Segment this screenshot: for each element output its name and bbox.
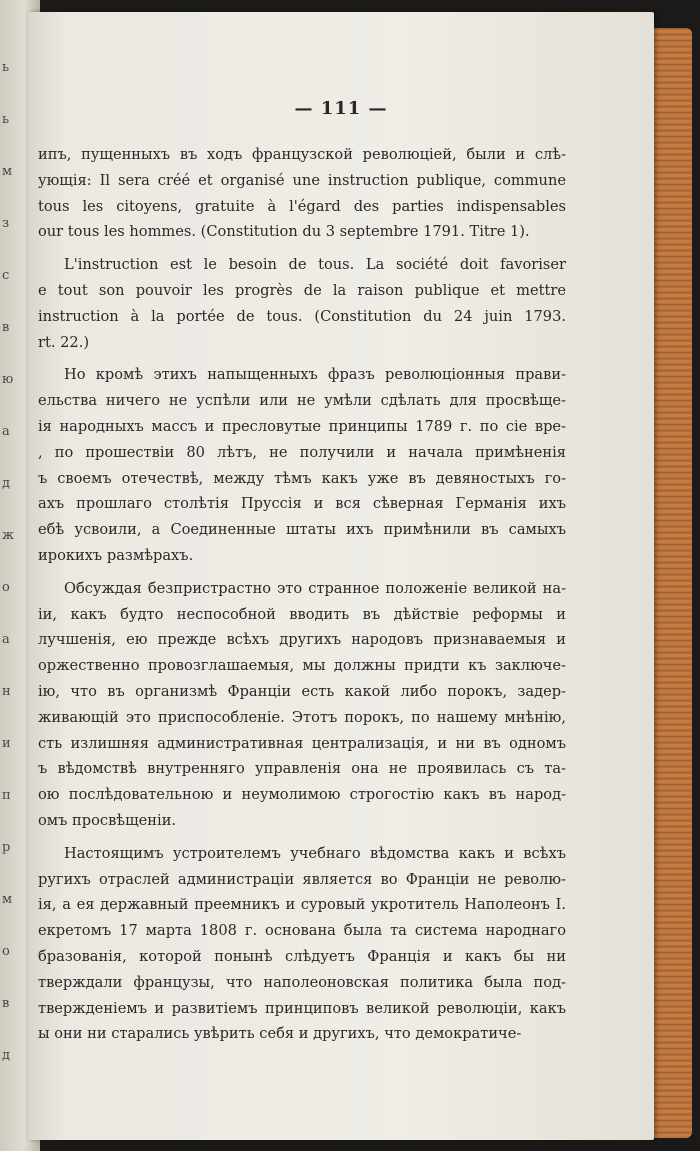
- text-line: ирокихъ размѣрахъ.: [38, 546, 194, 564]
- text-line: ахъ прошлаго столѣтiя Пруссiя и вся сѣверная Германiя ихъ: [38, 495, 566, 513]
- left-page-fragment: п: [2, 788, 11, 803]
- text-line: ъ вѣдомствѣ внутренняго управленiя она не проявилась съ та-: [38, 760, 566, 778]
- text-line: iю, что въ организмѣ Францiи есть какой либо порокъ, задер-: [38, 682, 566, 700]
- left-page-fragment: а: [2, 632, 10, 647]
- book-cover-edge: [648, 28, 692, 1138]
- left-page-fragment: м: [2, 164, 13, 179]
- book-page: [28, 12, 654, 1140]
- paragraph: [38, 841, 566, 1047]
- text-line: Но кромѣ этихъ напыщенныхъ фразъ революцiонныя прави-: [64, 366, 566, 384]
- text-line: бразованiя, которой понынѣ слѣдуетъ Францiя и какъ бы ни: [38, 947, 566, 965]
- text-line: L'instruction est le besoin de tous. La société doit favoriser: [64, 256, 566, 274]
- page-number: — 111 —: [294, 98, 388, 119]
- text-line: омъ просвѣщенiи.: [38, 811, 177, 829]
- left-page-fragment: з: [2, 216, 10, 231]
- text-line: твержденiемъ и развитiемъ принциповъ великой революцiи, какъ: [38, 999, 566, 1017]
- text-line: rt. 22.): [38, 333, 90, 351]
- text-line: ебѣ усвоили, а Соединенные штаты ихъ примѣнили въ самыхъ: [38, 521, 566, 539]
- left-page-fragment: с: [2, 268, 10, 283]
- left-page-fragment: д: [2, 1048, 11, 1063]
- left-page-fragment: м: [2, 892, 13, 907]
- text-line: instruction à la portée de tous. (Constitution du 24 juin 1793.: [38, 307, 566, 325]
- text-line: iя народныхъ массъ и пресловутые принципы 1789 г. по сiе вре-: [38, 417, 566, 435]
- text-line: оржественно провозглашаемыя, мы должны придти къ заключе-: [38, 657, 566, 675]
- text-line: our tous les hommes. (Constitution du 3 septembre 1791. Titre 1).: [38, 223, 530, 241]
- text-line: , по прошествiи 80 лѣтъ, не получили и начала примѣненiя: [38, 443, 566, 461]
- text-line: ующiя: Il sera créé et organisé une instruction publique, commune: [38, 171, 566, 189]
- left-page-fragment: ь: [2, 60, 10, 75]
- left-page-fragment: а: [2, 424, 10, 439]
- text-line: сть излишняя административная централизацiя, и ни въ одномъ: [38, 734, 566, 752]
- text-line: iи, какъ будто неспособной вводить въ дѣйствiе реформы и: [38, 605, 566, 623]
- text-line: Обсуждая безпристрастно это странное положенiе великой на-: [64, 579, 566, 597]
- text-line: ы они ни старались увѣрить себя и другихъ, что демократиче-: [38, 1025, 522, 1043]
- text-line: екретомъ 17 марта 1808 г. основана была та система народнаго: [38, 922, 566, 940]
- left-page-fragment: в: [2, 996, 10, 1011]
- paragraph: [38, 142, 566, 245]
- text-line: Настоящимъ устроителемъ учебнаго вѣдомства какъ и всѣхъ: [64, 844, 566, 862]
- left-page-fragment: ж: [2, 528, 14, 543]
- text-line: ою послѣдовательною и неумолимою строгостiю какъ въ народ-: [38, 786, 566, 804]
- text-line: ругихъ отраслей администрацiи является во Францiи не револю-: [38, 870, 566, 888]
- text-line: тверждали французы, что наполеоновская политика была под-: [38, 973, 566, 991]
- text-line: iя, а ея державный преемникъ и суровый укротитель Наполеонъ I.: [38, 896, 566, 914]
- left-page-fragment: ю: [2, 372, 14, 387]
- text-line: живающiй это приспособленiе. Этотъ порокъ, по нашему мнѣнiю,: [38, 708, 566, 726]
- left-page-fragment: р: [2, 840, 11, 855]
- left-page-fragment: о: [2, 944, 10, 959]
- left-page-fragment: в: [2, 320, 10, 335]
- left-page-fragment: д: [2, 476, 11, 491]
- left-page-fragment: н: [2, 684, 11, 699]
- text-line: лучшенiя, ею прежде всѣхъ другихъ народовъ признаваемыя и: [38, 631, 566, 649]
- left-page-fragment: и: [2, 736, 11, 751]
- left-page-fragment: о: [2, 580, 10, 595]
- text-line: e tout son pouvoir les progrès de la raison publique et mettre: [38, 281, 566, 299]
- text-line: ъ своемъ отечествѣ, между тѣмъ какъ уже въ девяностыхъ го-: [38, 469, 566, 487]
- text-line: ельства ничего не успѣли или не умѣли сдѣлать для просвѣще-: [38, 392, 566, 410]
- paragraph: [38, 252, 566, 355]
- left-page-fragment: ь: [2, 112, 10, 127]
- paragraph: [38, 362, 566, 568]
- text-line: ипъ, пущенныхъ въ ходъ французской революцiей, были и слѣ-: [38, 146, 566, 163]
- paragraph: [38, 576, 566, 834]
- body-text: [38, 142, 566, 1054]
- text-line: tous les citoyens, gratuite à l'égard des parties indispensables: [38, 197, 566, 215]
